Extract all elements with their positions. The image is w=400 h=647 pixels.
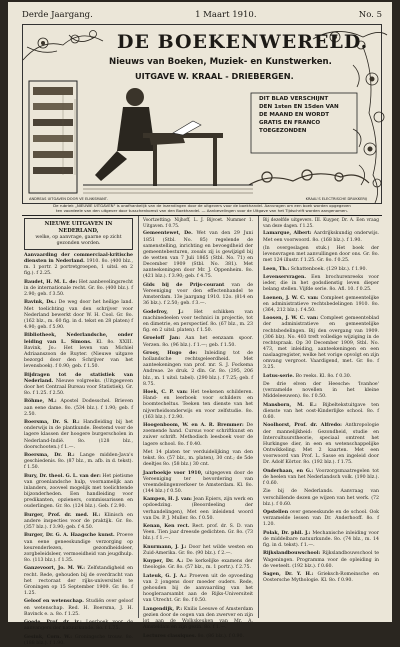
list-item <box>263 316 379 371</box>
entry-title: Kampen, H. J. van: <box>143 497 192 503</box>
publication-notice <box>259 95 339 135</box>
notice-strip <box>22 203 382 213</box>
entry-title: Burger, Prof. dr. med. H.: <box>24 512 101 518</box>
list-item <box>263 489 379 507</box>
list-item <box>143 283 253 308</box>
entry-title: Gemeentewet, De. <box>143 231 193 237</box>
list-item <box>263 510 379 528</box>
list-item <box>24 453 133 471</box>
entry-title: Kenan, Ken rect. <box>143 524 190 530</box>
entry-title: Lateuk, G. J. A.: <box>143 573 187 579</box>
list-item <box>143 545 253 557</box>
entry-text: Zie bij de Nederlands. Aanvraag van verschillende dezen ge wijzen van het werk. (72 blz.). f 0.60. <box>263 489 379 507</box>
list-item <box>263 246 379 264</box>
entry-text: Voortzetting: Nijhoff, L. J. Bijvoet. Nummer 1. Uitgaven. f 0.75. <box>143 218 253 229</box>
entry-text: Apostel Dodesschel. Brieven aan eene dame. 8o. (534 blz.). f 1.90; geb. f 2.50. <box>24 399 133 417</box>
list-item <box>263 374 379 380</box>
list-item <box>143 231 253 280</box>
entry-title: Levenservragen. <box>263 274 307 280</box>
issue-number: No. 5 <box>358 10 382 20</box>
heading-subtitle: welke, op aanvrage, gaarne op zicht gezonden worden. <box>35 235 122 246</box>
list-item <box>263 423 379 466</box>
list-item <box>24 280 133 298</box>
issue-date: 1 Maart 1910. <box>195 10 257 20</box>
list-item <box>263 382 379 400</box>
column-divider <box>258 216 259 618</box>
entry-title: Böhme, M.: <box>24 399 57 405</box>
entry-text: Compleet gemeenteblad der administratieve en gemeentelijke rechtsbedelingen. Bij den overgang van 1909. (306 blz). No. 403 treft volledige wijziging in de rechtspraak. Op 30 December 1909, Stbl. No. 473, met inleiding, aanteekeningen en een naslaagregister, welke het vorige opvolgt en zijn omvang vergroot. Vaardigend, met. Gr. 8o. f 3.25. <box>263 316 380 371</box>
entry-text: Rijkslandbouwschool te Wageningen. Programma voor de opleiding in de veeteelt. (192 blz.). f 0.60. <box>263 551 379 569</box>
entry-title: Opstellen <box>263 510 289 516</box>
entry-title: Loosen, J. W. C. van: <box>263 316 319 322</box>
entry-text: Aan het eenzaam spoor. Verzen. 8o. (96 blz.). f 1.—; geb. f 1.50. <box>143 336 253 348</box>
entry-title: Lotus-serie. <box>263 373 295 379</box>
entry-text: Handleiding bij het onderwijs in de plantkunde. Bestemd voor de lagere klassen der hoogere burgerscholen in Nederland-Indië. 8o. (128 blz., doorschooten.) f 1.—. <box>24 420 133 450</box>
list-item <box>263 296 379 314</box>
list-item <box>24 566 133 597</box>
column-divider <box>138 216 139 618</box>
entry-title: Rijkslandbouwschool: <box>263 551 321 557</box>
list-item <box>24 420 133 451</box>
issue-header <box>22 9 382 21</box>
entry-title: Langendijk, P.: <box>143 606 183 612</box>
list-item <box>143 218 253 229</box>
entry-text: Knilis Leeuwe of Amsterdam gezien door de oogen van den zwerver en zijn lot aan de Wolkskeuken van Mr. A. Amsteldam en zijn gezin. 8o. f 1.—. <box>143 606 253 631</box>
entry-title: Bury, Dr. theol. G. L. van der: <box>24 473 101 479</box>
right-column <box>263 218 379 618</box>
list-item <box>263 469 379 487</box>
list-item <box>143 497 253 522</box>
entry-text: Met 14 platen ter verduidelijking van den tekst. 8o. (57 blz., m. platen), 30 cnt.; de 5de deeltjes 8o. (58 blz.) 30 cnt. <box>143 449 253 468</box>
entry-title: Aanvaarding der commerciaal-kritische diensten in Nederland. <box>24 253 133 265</box>
entry-title: Boersma, Dr. S. B.: <box>24 420 80 426</box>
list-item <box>263 267 379 273</box>
list-item <box>24 474 133 511</box>
entry-text: Wet van den 29 Juni 1851 (Stbl. No. 85) regelende de samenstelling, inrichting en bevoegdheid der gemeentebesturen, zooals zij is gewijzigd bij de wetten van 7 Juli 1865 (Stbl. No. 71) en December 1909 (Stbl. No. 381). Met aanteekeningen door Mr. J. Oppenheim. 8o. (421 blz.). f 3.90; geb. f 4.75. <box>143 231 253 280</box>
entry-title: Sagen, Dr. Y. H.: <box>263 572 314 577</box>
entry-text: De zoemende hand. Cursus voor schriftkunst en zuiver schrift. Methodisch leesboek voor de lagere school. 8o. f 0.40. <box>143 423 253 447</box>
newspaper-page <box>8 2 392 646</box>
entry-text: 1910. 8o. (400 blz., m. 1 portr. 2 portretgroepen, 1 uitsl. en 2 fig.). f 2.25. <box>24 259 133 277</box>
entry-title: Noolhorst, Prof. dr. Alfredo: <box>263 423 342 429</box>
illustration-caption-left: ANDREAS UITGAVEN DOOR VE ELNKSMANT. <box>29 197 108 201</box>
masthead-title: DE BOEKENWERELD. <box>117 31 369 53</box>
list-item <box>263 218 379 229</box>
list-item <box>143 450 253 468</box>
list-item <box>143 336 253 348</box>
list-item <box>263 275 379 293</box>
notice-strip-line: De rubriek „NIEUWE UITGAVEN" is onafhankelijk van de inzendingen door de uitgevers voor de boekhandel. Aanvragen om een boek worden opgegeven <box>53 203 351 208</box>
entry-title: Lamarque, Albert: <box>263 231 312 237</box>
entry-text: Groningsche trouw. 8o. (188 blz.). f 1.90. <box>24 634 133 646</box>
entry-text: Bijbeltekstuitgave ten dienste van het oost-Kinderlijke school. 8o. f 0.60. <box>263 402 379 421</box>
list-item <box>143 559 253 571</box>
entry-text: Studiën over geloof en wetenschap. Red. H. Boersma, J. H. Bavinck e. a. 8o. f 1.25. <box>24 599 133 617</box>
entry-title: Gids bij de Prijs-courant <box>143 282 225 288</box>
notice-line: GRATIS EN FRANCO <box>259 120 321 126</box>
volume-label: Derde Jaargang. <box>22 10 93 20</box>
list-item <box>24 513 133 531</box>
list-item <box>143 607 253 632</box>
entry-text: Jean Epiers, zijn werk en opdoedzing. (Beoordeeling der verhandelingen), Met een inleidend woord van Ds. P. J. Muller. 8o. f 0.50. <box>143 497 253 521</box>
entry-text: Nieuwe volgreeks. (Uitgegeven door het Centraal Bureau voor Statistiek). Gr. 8o. f 1.25. f 2.50. <box>24 378 134 397</box>
entry-title: Polak, Dr. phil. J.: <box>263 530 311 536</box>
entry-title: Mansborn, M. E.: <box>263 402 317 408</box>
entry-title: Onderhaan, en G.: <box>263 468 314 474</box>
entry-title: Hoogenboom, W. en A. R. Bremmer: <box>143 423 244 429</box>
list-item <box>263 231 379 243</box>
entry-title: Boersma, Dr. B.: <box>24 453 75 458</box>
entry-title: Groeloff Jan: <box>143 336 181 342</box>
entry-text: Klinisch en andere inspecties voor de praktijk. Gr. 8o. (357 blz.). f 3.90; geb. f 4.50. <box>24 512 133 531</box>
list-item <box>143 390 253 421</box>
middle-column <box>143 218 254 639</box>
masthead-publisher: UITGAVE W. KRAAL - DRIEBERGEN. <box>135 71 294 81</box>
entry-text: Lange midden-Java's geschiedenis. 8o. (87 blz., m. afb. in d. tekst). f 1.50. <box>24 453 133 471</box>
entry-text: Grieksch-Romeinsche en Oostersche Mythologie. Kl. 8o. f 0.90. <box>263 572 379 584</box>
masthead-subtitle: Nieuws van Boeken, Muziek- en Kunstwerken. <box>109 57 332 67</box>
entry-text: Het aanbevelingsrecht in de internationale recht. Gr. 8o. (400 blz.). f 2.90; geb. f 3.50. <box>24 279 133 298</box>
entry-text: Rect. prof. dr. S. D. van Veen. Tien jaar dreesde gedichten. Gr. 8o. (73 blz.). f 1.—. <box>143 524 253 542</box>
entry-title: Ganzevoort, Jo. M. W.: <box>24 566 85 572</box>
notice-line: TOEGEZONDEN <box>259 128 307 134</box>
entry-text: Zelfstandigheid en recht. Rede, gehouden bij de overdracht van het rectoraat der rijks-universiteit te Groningen op 15 September 1909. Gr. 8o. f 1.25. <box>24 566 133 597</box>
list-item <box>24 399 133 417</box>
list-item <box>143 634 253 640</box>
entry-text: De kerkelijke examens der theologie. Gr. 8o. (57 blz., m. 1 portr.). f 2.75. <box>143 559 253 571</box>
notice-strip-line: ten voordeele van den uitgever door tusschenkomst van den Boekhandel. — Aanbevelingen voor de Uitgave van het Tijdschrift worden aangenomen. <box>55 208 349 213</box>
entry-text: Schattenboek. (129 blz.). f 1.90. <box>290 266 368 272</box>
entry-text: De weg door het heilige land. Met toelichting van den schrijver voor Nederland bewerkt door W. H. Cool. Gr. 8o. (162 blz., m. 60 fig. in d. tekst en 28 platen) f 4.90; geb. f 5.90. <box>24 300 133 331</box>
entry-text: Kl. 8o. XXIII. Bavink, Jo.: Het leven van Michiel Adriaanszoon de Ruyter. (Nieuwe uitgave bezorgd door den Schrijver van het levensboek). f 0.90; geb. f 1.50. <box>24 339 133 370</box>
entry-title: Goede, Prof. dr. ir.: <box>24 620 82 626</box>
list-item <box>24 300 133 331</box>
list-item <box>24 620 133 632</box>
entry-title: Lectures classiques. <box>143 633 197 639</box>
list-item <box>263 403 379 421</box>
list-item <box>263 551 379 569</box>
entry-title: Kuyper, Dr. A.: <box>143 559 184 565</box>
entry-title: Gesink, Corn. W.: <box>24 634 73 640</box>
entry-text: uitgegeven door de Vereeniging ter bevordering van vreemdelingenverkeer te Amsterdam. Kl. 8o. (144 blz.) f 0.50. <box>143 470 253 494</box>
entry-text: 8o. (86 blz.). f 0.90. <box>197 633 245 639</box>
entry-title: Geloof en wetenschap. <box>24 599 84 605</box>
list-item <box>263 531 379 549</box>
list-item <box>143 524 253 542</box>
entry-title: Jaarboekje voor 1910, <box>143 470 203 476</box>
entry-text: Mechanische inleiding voor de middelbare natuurkunde. 8o. (74 blz., m. 14 fig. in d. tekst). f 1.—. <box>263 530 379 548</box>
list-item <box>24 599 133 617</box>
entry-title: Leen, Th.: <box>263 266 290 272</box>
entry-title: Knurmann, J. J.: <box>143 544 187 550</box>
entry-title: Bibliotheek, Nederlandsche, onder leiding van L. Simons. <box>24 333 133 345</box>
list-item <box>24 533 133 564</box>
entry-title: Baudet, H. M. L. de: <box>24 279 78 285</box>
entry-text: van de Vereeniging voor den effectenhandel te Amsterdam. 13e jaargang 1910. 12o. (814 en 36 blz.). f 2.50; geb. f 3.—. <box>143 282 253 307</box>
entry-text: Het teekenen schilderen. Hand- en leerboek voor schilders en boomtecheltus. Teeken ten dienste van het nijverheidsonderwijs en voor zelfstudie. 8o. (163 blz.). f 2.90. <box>143 390 253 420</box>
list-item <box>263 572 379 584</box>
entry-text: Aardrijkskundig onderwijs. Met een voorwoord. 8o. (168 blz.). f 1.90. <box>263 231 379 243</box>
notice-line: DEN 1sten EN 15den VAN <box>259 104 339 110</box>
notice-line: DE MAAND EN WORDT <box>259 112 330 118</box>
entry-text: Het schikken van machinedeelen voor technici in projectie, tot en dimetrie, en perspectief. 8o. (67 blz., m. 23 fig. en 2 uitsl. platen). f 1.50. <box>143 309 254 334</box>
list-item <box>24 253 133 278</box>
list-item <box>143 310 253 335</box>
illustration-caption-right: KRAAL'S ELECTRISCHE DRUKKERIJ <box>305 197 367 201</box>
list-item <box>24 333 133 370</box>
entry-text: (In overgeslagen stuk.) Het boek der levensvragen met aanvullingen door ons. Gr. 8o. met 124 illustr. f 1.25. Gr. 8o. f 0.25. <box>263 245 379 264</box>
left-column <box>24 218 134 646</box>
entry-text: Bij dezelfde uitgevers. III. Kuyper, Dr. A. Een vraag van deze dagen. f 1.25. <box>263 218 379 229</box>
list-item <box>143 471 253 496</box>
entry-text: Anthropologie der mannelijkheid: Gezondheid, studie en Intercultuurstheorie, speciaal omtrent het Hurkingse dier, in een en wetenschappelijke Ontwikkeling. Met 2 kaarten. Met een voorwoord van Prof. L. Sasse en ingeleid door Dr. Adolf Körtor. 8o. (192 blz.). f 1.75. <box>263 423 379 466</box>
entry-text: De drie elven der Heesche: 'Ivanhoe' (verzamelde novellen in het kleine Middeleeuwen). 8o. f 0.50. <box>263 382 379 400</box>
entry-text: Een brochurenreeks voor ieder, die in het godsdienstig leven dieper belang stellen. Vijfde serie. 8o. Afl. 10. f 0.25. <box>263 274 379 293</box>
entry-text: Door het wilde westen en Zuid-Amerika. Gr. 8o. (90 blz.). f 2.—. <box>143 544 253 556</box>
entry-title: Bavink, Ds.: <box>24 300 57 306</box>
entry-text: Het pietisme van groenlandsche hulp, voornamelijk aan inlanders, zooveel mogelijk met toelichtende bijzonderheden. Een handleiding voor predikanten, opzieners, commissarissen en ouderlingen. Gr. 8o. (124 blz.). Geb. f 2.90. <box>24 473 133 510</box>
entry-text: Compleet gemeentelijke en administratieve rechtsbedelingen 1910. 8o. (364, 212 blz.). f 4.50. <box>263 295 379 313</box>
entry-title: Godefroy, J.: <box>143 309 184 315</box>
list-item <box>24 373 133 398</box>
entry-text: Bo reeks. Kl. 8o. f 0.30. <box>295 373 352 379</box>
list-item <box>143 574 253 605</box>
list-item <box>143 351 253 388</box>
entry-text: Voorzorgsmaatregelen tot de heelen van het Nederlandsch volk. (190 blz.). f 0.60. <box>263 468 379 487</box>
heading-title: NIEUWE UITGAVEN IN NEDERLAND, <box>44 221 113 234</box>
entry-title: Hoek, C. P. van: <box>143 390 188 396</box>
entry-title: Burger, Dr. G. A. Haagsche kunst. <box>24 533 115 539</box>
divider <box>22 215 382 216</box>
masthead <box>22 24 382 204</box>
entry-title: Grooy, Hugo de: <box>143 350 198 356</box>
entry-text: Proeve van eene geneeskundige verzorging op keurenderlezen, gezondheidsleer, zorgbeleidsleer, vermoeidheid van jeugdhulp. 8o. (113 blz.). f 1.35. <box>24 533 133 564</box>
list-item <box>143 423 253 448</box>
list-item <box>24 635 133 647</box>
entry-text: Proeven uit de opvoeding van 2 jongens door moeder ouders. Rede, gehouden bij de aanvaarding van het hoogleraarsambt aan de Rijks-Universiteit van Utrecht. Gr. 8o. f 0.50. <box>143 573 254 604</box>
entry-text: Inleiding tot de hollandsche rechtsgeleerdheid. Met aanteekeningen van prof. mr. S. J. Fockema Andreae. 2e druk. 2 dln. Gr. 8o. (295, 206 blz., m. 1 uitsl. tabel). (290 blz.). f 7.25; geb. f 8.75. <box>143 350 253 387</box>
entry-text: over geneeskunde en de school. Ook verzamelde lessen van Dr. Anderhooff. 8o. f 1.20. <box>263 510 379 528</box>
new-publications-heading <box>24 218 133 250</box>
entry-title: Bijdragen tot de statistiek van Nederland. <box>24 372 133 384</box>
entry-title: Loenen, J. W. C. van: <box>263 295 319 301</box>
entry-text: Leerboek voor de aanvangers der natuurkunde. 8o. f 1.75. <box>24 620 133 632</box>
notice-line: DIT BLAD VERSCHIJNT <box>259 96 329 102</box>
